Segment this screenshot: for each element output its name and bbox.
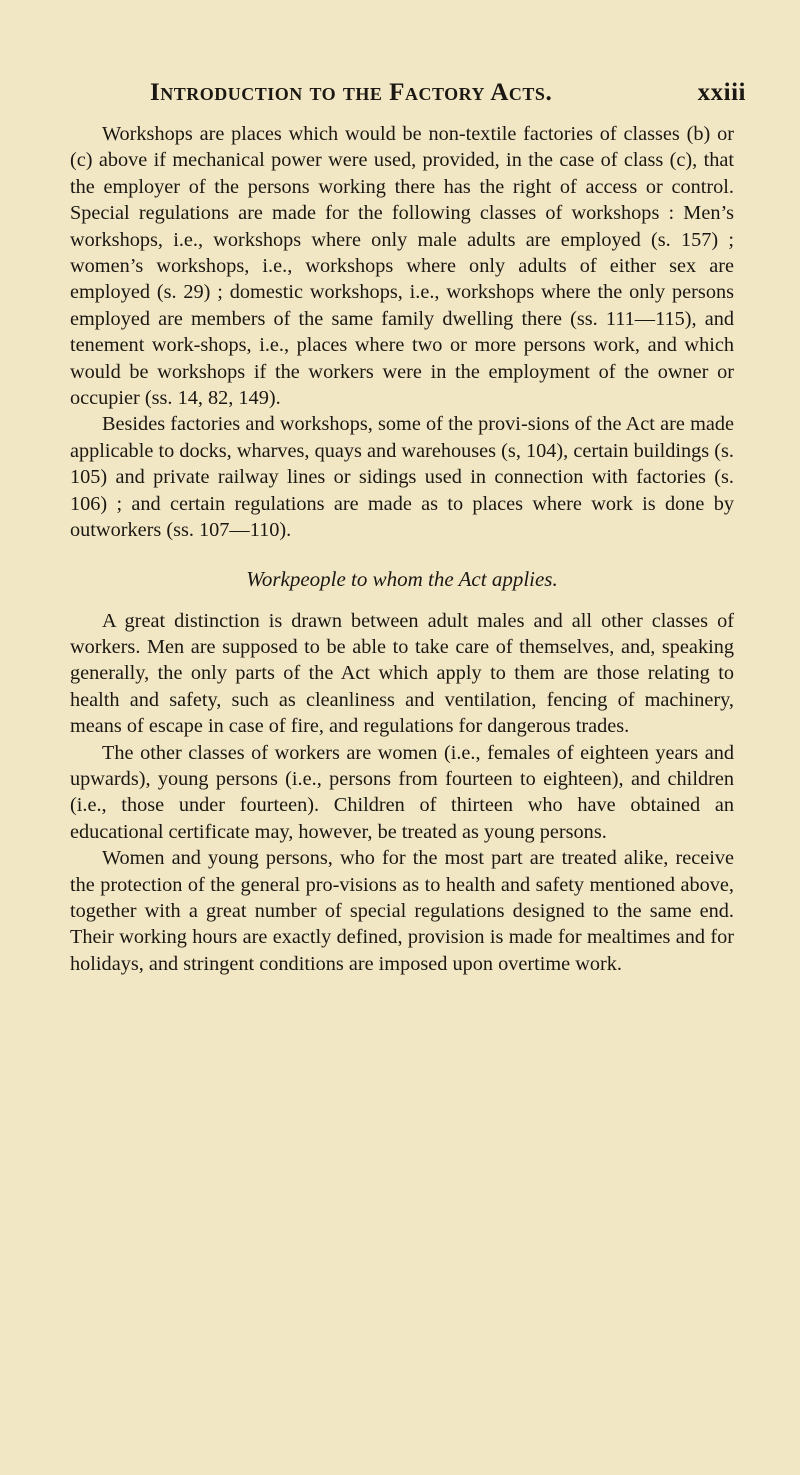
paragraph-women-young-persons: Women and young persons, who for the most part are treated alike, receive the protection of the general pro-visions as to health and safety mentioned above, together with a great number of special regulations designed to the same end. Their working hours are exactly defined, provision is made for mealtimes and for holidays, and stringent conditions are imposed upon overtime work. [70,847,734,975]
page-body [70,121,734,977]
paragraph-besides-factories: Besides factories and workshops, some of the provi-sions of the Act are made applicable to docks, wharves, quays and warehouses (s, 104), certain buildings (s. 105) and private railway lines or sidings used in connection with factories (s. 106) ; and certain regulations are made as to places where work is done by outworkers (ss. 107—110). [70,413,734,542]
paragraph-adult-males: A great distinction is drawn between adult males and all other classes of workers. Men are supposed to be able to take care of themselves, and, speaking generally, the only parts of the Act which apply to them are those relating to health and safety, such as cleanliness and ventilation, fencing of machinery, means of escape in case of fire, and regulations for dangerous trades. [70,609,734,738]
running-head [150,80,746,105]
section-heading: Workpeople to whom the Act applies. [246,566,558,591]
running-head-title: Introduction to the Factory Acts. [150,79,553,106]
paragraph-workshops: Workshops are places which would be non-textile factories of classes (b) or (c) above if mechanical power were used, provided, in the case of class (c), that the employer of the persons working there has the right of access or control. Special regulations are made for the following classes of workshops : Men’s workshops, i.e., workshops where only male adults are employed (s. 157) ; women’s workshops, i.e., workshops where only adults of either sex are employed (s. 29) ; domestic workshops, i.e., workshops where the only persons employed are members of the same family dwelling there (ss. 111—115), and tenement work-shops, i.e., places where two or more persons work, and which would be workshops if the workers were in the employment of the owner or occupier (ss. 14, 82, 149). [70,123,734,410]
paragraph-other-classes: The other classes of workers are women (i.e., females of eighteen years and upwards), young persons (i.e., persons from fourteen to eighteen), and children (i.e., those under fourteen). Children of thirteen who have obtained an educational certificate may, however, be treated as young persons. [70,741,734,843]
page-number: xxiii [697,79,746,106]
